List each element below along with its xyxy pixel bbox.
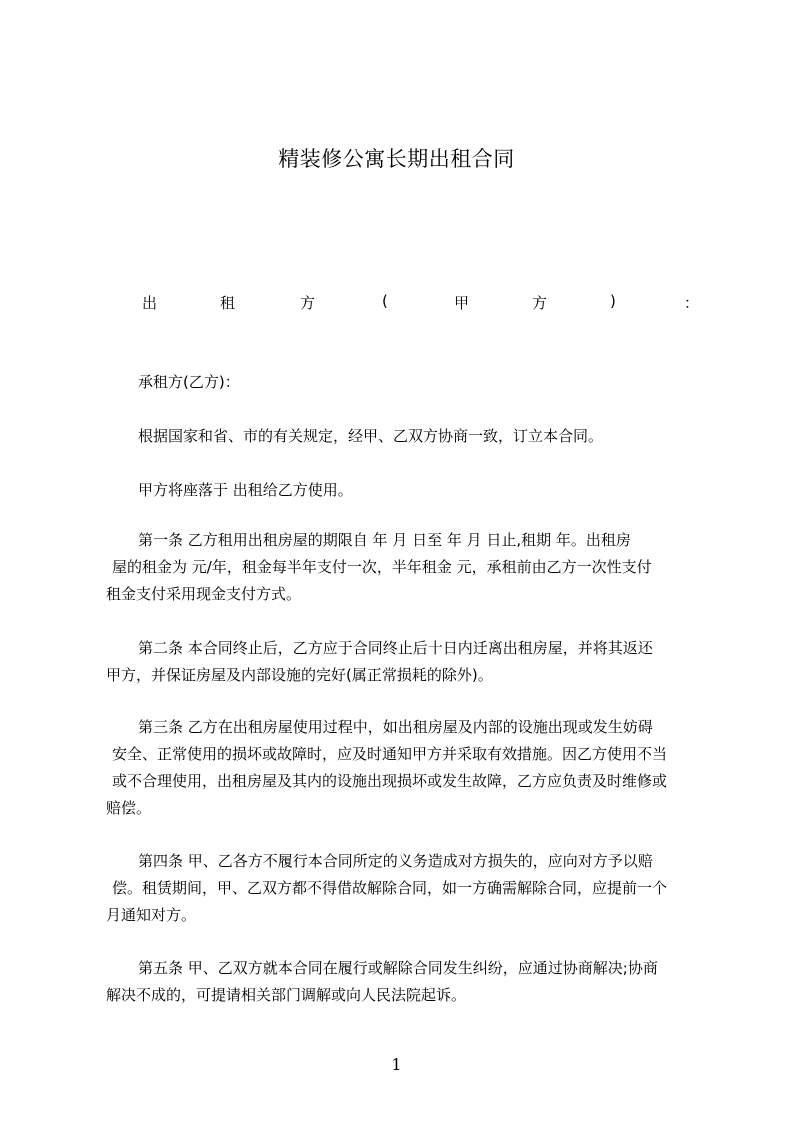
article-2 [106, 635, 700, 689]
lessor-char: 租 [220, 294, 236, 312]
intro-paragraph [106, 423, 700, 450]
article-3-line: 或不合理使用，出租房屋及其内的设施出现损坏或发生故障，乙方应负责及时维修或 [112, 772, 668, 790]
article-1-line: 租金支付采用现金支付方式。 [106, 585, 302, 603]
lessor-char: 出 [142, 294, 158, 312]
lessee-text: 承租方(乙方)： [138, 373, 240, 391]
article-5 [106, 955, 700, 1009]
article-1-line: 第一条 乙方租用出租房屋的期限自 年 月 日至 年 月 日止,租期 年。出租房 [138, 531, 631, 549]
lessor-char: 甲 [454, 294, 470, 312]
article-2-line: 甲方，并保证房屋及内部设施的完好(属正常损耗的除外)。 [106, 666, 493, 684]
article-4-line: 偿。租赁期间，甲、乙双方都不得借故解除合同，如一方确需解除合同，应提前一个 [112, 879, 668, 897]
page-number: 1 [391, 1055, 402, 1074]
article-4-line: 月通知对方。 [106, 906, 197, 924]
article-3-line: 赔偿。 [106, 799, 152, 817]
lessor-char: ： [684, 294, 700, 312]
article-5-line: 第五条 甲、乙双方就本合同在履行或解除合同发生纠纷，应通过协商解决;协商 [138, 959, 658, 977]
location-paragraph [106, 477, 700, 504]
article-5-line: 解决不成的，可提请相关部门调解或向人民法院起诉。 [106, 986, 467, 1004]
article-2-line: 第二条 本合同终止后，乙方应于合同终止后十日内迁离出租房屋，并将其返还 [138, 639, 653, 657]
article-1-line: 屋的租金为 元/年，租金每半年支付一次，半年租金 元，承租前由乙方一次性支付 [112, 558, 652, 576]
article-3 [106, 714, 700, 822]
lessor-char: 方 [300, 294, 316, 312]
article-3-line: 安全、正常使用的损坏或故障时，应及时通知甲方并采取有效措施。因乙方使用不当 [112, 745, 668, 763]
location-text: 甲方将座落于 出租给乙方使用。 [138, 481, 353, 499]
lessee-line [106, 369, 700, 396]
lessor-line [142, 292, 698, 312]
lessor-char: ) [610, 292, 616, 310]
article-1 [106, 527, 700, 608]
article-4 [106, 848, 700, 929]
intro-text: 根据国家和省、市的有关规定，经甲、乙双方协商一致，订立本合同。 [138, 427, 604, 445]
article-4-line: 第四条 甲、乙各方不履行本合同所定的义务造成对方损失的，应向对方予以赔 [138, 852, 653, 870]
article-3-line: 第三条 乙方在出租房屋使用过程中，如出租房屋及内部的设施出现或发生妨碍 [138, 718, 653, 736]
lessor-char: ( [382, 292, 388, 310]
lessor-char: 方 [532, 294, 548, 312]
page-title: 精装修公寓长期出租合同 [278, 147, 515, 171]
